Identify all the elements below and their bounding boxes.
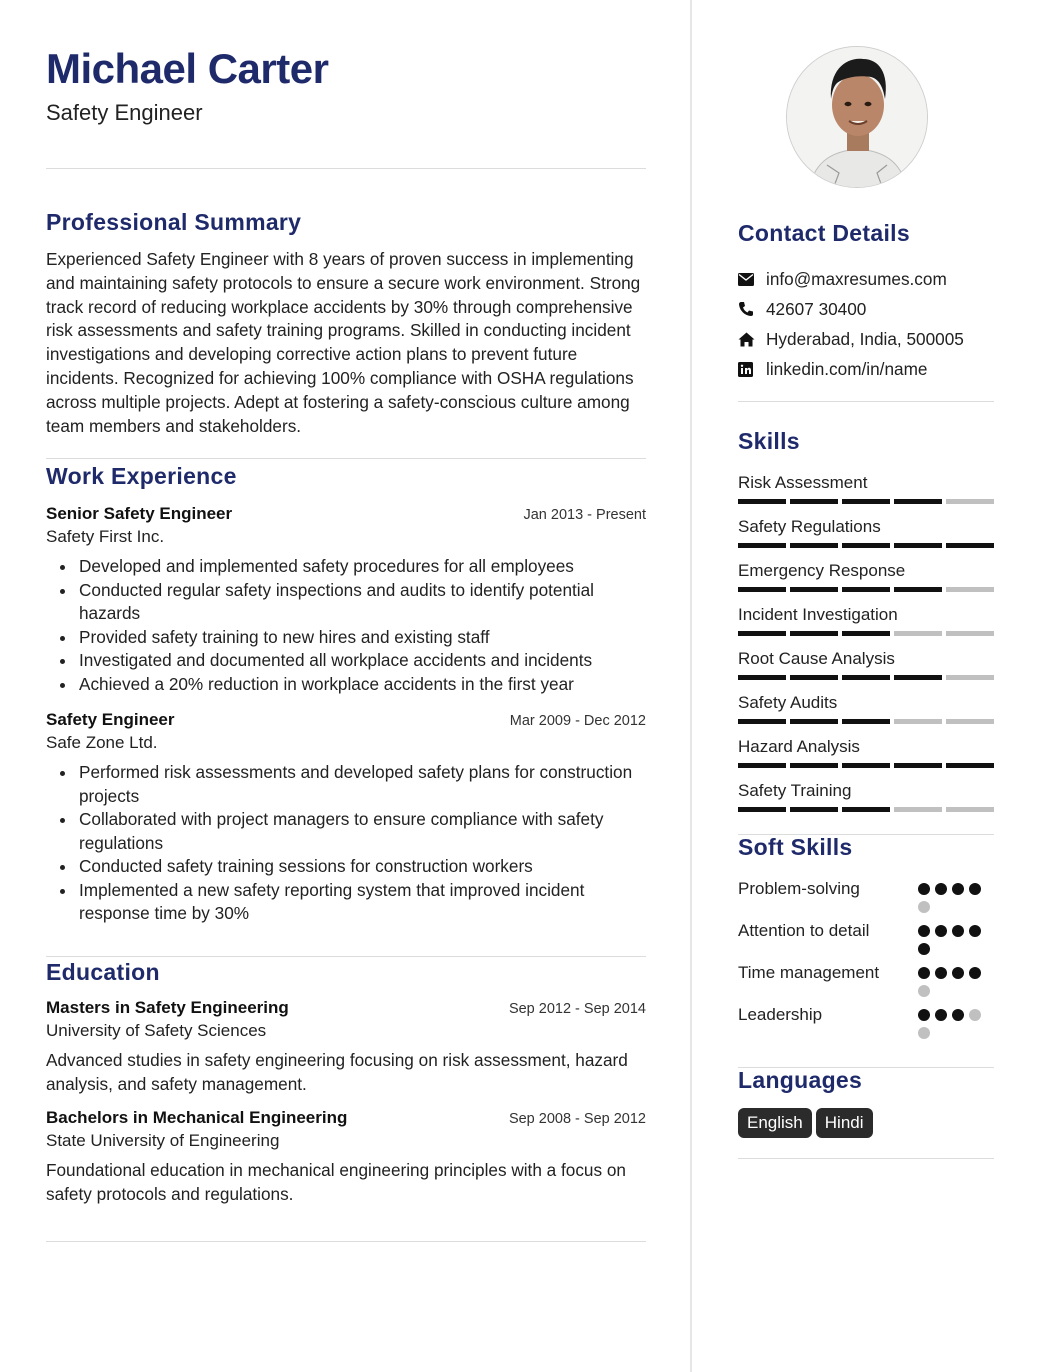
skill-level-segment (842, 675, 890, 680)
skill-level-segment (842, 587, 890, 592)
contact-email (738, 264, 994, 294)
rating-dot (935, 967, 947, 979)
skill-level-segment (842, 763, 890, 768)
contact-phone (738, 294, 994, 324)
summary-divider (46, 458, 646, 459)
rating-dot (918, 1027, 930, 1039)
school-name: State University of Engineering (46, 1131, 280, 1151)
skill-level-segment (790, 631, 838, 636)
skill-level-bar (738, 807, 994, 812)
languages-divider (738, 1158, 994, 1159)
skill-name: Emergency Response (738, 561, 906, 580)
skill-level-bar (738, 763, 994, 768)
job-date: Mar 2009 - Dec 2012 (509, 713, 646, 730)
soft-skill-rating (918, 919, 994, 955)
soft-skill-item (738, 919, 994, 955)
soft-skill-name: Attention to detail (738, 921, 870, 940)
degree-title: Bachelors in Mechanical Engineering (46, 1108, 348, 1128)
skill-item (738, 692, 994, 724)
rating-dot (952, 967, 964, 979)
school-name: University of Safety Sciences (46, 1020, 267, 1040)
education-title: Education (46, 958, 160, 985)
language-badge: Hindi (816, 1108, 873, 1138)
candidate-role: Safety Engineer (46, 100, 203, 125)
rating-dot (918, 943, 930, 955)
skill-name: Incident Investigation (738, 605, 898, 624)
skill-level-segment (842, 719, 890, 724)
skill-level-segment (842, 807, 890, 812)
education-date: Sep 2008 - Sep 2012 (508, 1111, 646, 1128)
skill-level-segment (894, 543, 942, 548)
skill-level-segment (738, 719, 786, 724)
home-icon (738, 332, 766, 347)
job-entry (46, 504, 646, 696)
soft-skills-title: Soft Skills (738, 834, 853, 860)
job-title: Safety Engineer (46, 710, 175, 730)
soft-skill-name: Problem-solving (738, 879, 860, 898)
skill-item (738, 736, 994, 768)
skill-level-segment (790, 675, 838, 680)
languages-list (738, 1108, 994, 1138)
skill-level-segment (946, 719, 994, 724)
rating-dot (918, 901, 930, 913)
language-badge: English (738, 1108, 812, 1138)
rating-dot (969, 967, 981, 979)
rating-dot (952, 1009, 964, 1021)
address-text: Hyderabad, India, 500005 (766, 328, 964, 349)
skill-level-bar (738, 631, 994, 636)
rating-dot (918, 985, 930, 997)
soft-skill-name: Time management (738, 963, 880, 982)
skill-level-segment (738, 807, 786, 812)
job-company: Safety First Inc. (46, 527, 165, 547)
skill-level-segment (894, 675, 942, 680)
linkedin-text[interactable]: linkedin.com/in/name (766, 358, 928, 379)
skill-name: Root Cause Analysis (738, 649, 895, 668)
soft-skill-rating (918, 961, 994, 997)
summary-title: Professional Summary (46, 209, 302, 235)
soft-skills-list (738, 877, 994, 1045)
soft-skill-rating (918, 1003, 994, 1039)
skill-level-bar (738, 719, 994, 724)
soft-skill-item (738, 961, 994, 997)
job-entry (46, 710, 646, 926)
skill-level-segment (842, 499, 890, 504)
column-divider (690, 0, 692, 1372)
skill-level-bar (738, 675, 994, 680)
skill-level-segment (842, 631, 890, 636)
skill-level-segment (946, 807, 994, 812)
email-text[interactable]: info@maxresumes.com (766, 268, 947, 289)
skills-title: Skills (738, 428, 800, 454)
list-item: Achieved a 20% reduction in workplace accidents in the first year (46, 673, 646, 697)
list-item: Performed risk assessments and developed safety plans for construction projects (46, 761, 646, 808)
linkedin-icon (738, 362, 766, 377)
skill-level-segment (946, 763, 994, 768)
skill-level-segment (946, 631, 994, 636)
skill-item (738, 472, 994, 504)
envelope-icon (738, 273, 766, 286)
skill-level-segment (894, 719, 942, 724)
skill-name: Safety Training (738, 781, 852, 800)
contact-linkedin (738, 354, 994, 384)
soft-skill-rating (918, 877, 994, 913)
rating-dot (969, 883, 981, 895)
contact-divider (738, 401, 994, 402)
header-divider (46, 168, 646, 169)
skill-item (738, 780, 994, 812)
rating-dot (952, 883, 964, 895)
contact-title: Contact Details (738, 220, 910, 246)
job-bullets (46, 761, 646, 926)
skill-name: Hazard Analysis (738, 737, 860, 756)
portrait-icon (787, 47, 928, 188)
skill-item (738, 560, 994, 592)
skill-level-segment (946, 543, 994, 548)
experience-title: Work Experience (46, 463, 237, 490)
list-item: Provided safety training to new hires and existing staff (46, 626, 646, 650)
job-title: Senior Safety Engineer (46, 504, 233, 524)
rating-dot (918, 883, 930, 895)
list-item: Conducted regular safety inspections and audits to identify potential hazards (46, 579, 646, 626)
skill-level-segment (894, 763, 942, 768)
skill-level-segment (894, 499, 942, 504)
skill-level-segment (790, 587, 838, 592)
experience-divider (46, 956, 646, 957)
skill-level-segment (894, 587, 942, 592)
soft-skill-name: Leadership (738, 1005, 823, 1024)
list-item: Conducted safety training sessions for construction workers (46, 855, 646, 879)
skill-level-segment (790, 499, 838, 504)
education-desc: Foundational education in mechanical engineering principles with a focus on safety protocols and regulations. (46, 1160, 626, 1205)
skill-level-segment (738, 631, 786, 636)
education-divider (46, 1241, 646, 1242)
degree-title: Masters in Safety Engineering (46, 997, 289, 1017)
contact-list (738, 264, 994, 384)
education-desc: Advanced studies in safety engineering focusing on risk assessment, hazard analysis, and safety management. (46, 1049, 628, 1094)
job-bullets (46, 555, 646, 696)
list-item: Collaborated with project managers to ensure compliance with safety regulations (46, 808, 646, 855)
rating-dot (935, 925, 947, 937)
skill-level-segment (894, 631, 942, 636)
contact-address (738, 324, 994, 354)
skill-level-segment (790, 807, 838, 812)
skill-level-segment (738, 543, 786, 548)
education-entry (46, 998, 646, 1097)
skill-level-segment (946, 587, 994, 592)
skill-item (738, 604, 994, 636)
avatar (786, 46, 928, 188)
skill-level-segment (842, 543, 890, 548)
skill-level-bar (738, 587, 994, 592)
skill-name: Safety Regulations (738, 517, 881, 536)
phone-icon (738, 301, 766, 317)
skill-item (738, 516, 994, 548)
skill-level-bar (738, 499, 994, 504)
skill-level-segment (790, 763, 838, 768)
rating-dot (969, 1009, 981, 1021)
skill-level-segment (894, 807, 942, 812)
skill-name: Safety Audits (738, 693, 838, 712)
skills-list (738, 472, 994, 824)
rating-dot (935, 883, 947, 895)
summary-text: Experienced Safety Engineer with 8 years of proven success in implementing and maintaining safety protocols to ensure a secure work environment. Strong track record of reducing workplace accidents by 30% through comprehensive risk assessments and safety training programs. Skilled in conducting incident investigations and developing corrective action plans to prevent future incidents. Recognized for achieving 100% compliance with OSHA regulations across multiple projects. Adept at fostering a safety-conscious culture among team members and stakeholders. (46, 249, 641, 436)
job-date: Jan 2013 - Present (523, 507, 646, 524)
list-item: Developed and implemented safety procedures for all employees (46, 555, 646, 579)
skill-level-segment (946, 499, 994, 504)
skill-level-segment (790, 719, 838, 724)
skill-level-bar (738, 543, 994, 548)
list-item: Implemented a new safety reporting system that improved incident response time by 30% (46, 879, 646, 926)
skill-item (738, 648, 994, 680)
soft-skill-item (738, 877, 994, 913)
rating-dot (918, 967, 930, 979)
skill-level-segment (790, 543, 838, 548)
list-item: Investigated and documented all workplace accidents and incidents (46, 649, 646, 673)
skill-level-segment (738, 763, 786, 768)
soft-skill-item (738, 1003, 994, 1039)
education-date: Sep 2012 - Sep 2014 (508, 1000, 646, 1017)
languages-title: Languages (738, 1067, 863, 1093)
skill-level-segment (738, 499, 786, 504)
candidate-name: Michael Carter (46, 45, 329, 92)
skill-name: Risk Assessment (738, 473, 868, 492)
rating-dot (935, 1009, 947, 1021)
rating-dot (952, 925, 964, 937)
skill-level-segment (946, 675, 994, 680)
main-column (46, 40, 646, 1242)
rating-dot (918, 925, 930, 937)
skill-level-segment (738, 675, 786, 680)
rating-dot (918, 1009, 930, 1021)
skill-level-segment (738, 587, 786, 592)
education-entry (46, 1108, 646, 1207)
phone-text: 42607 30400 (766, 298, 867, 319)
job-company: Safe Zone Ltd. (46, 733, 158, 753)
rating-dot (969, 925, 981, 937)
